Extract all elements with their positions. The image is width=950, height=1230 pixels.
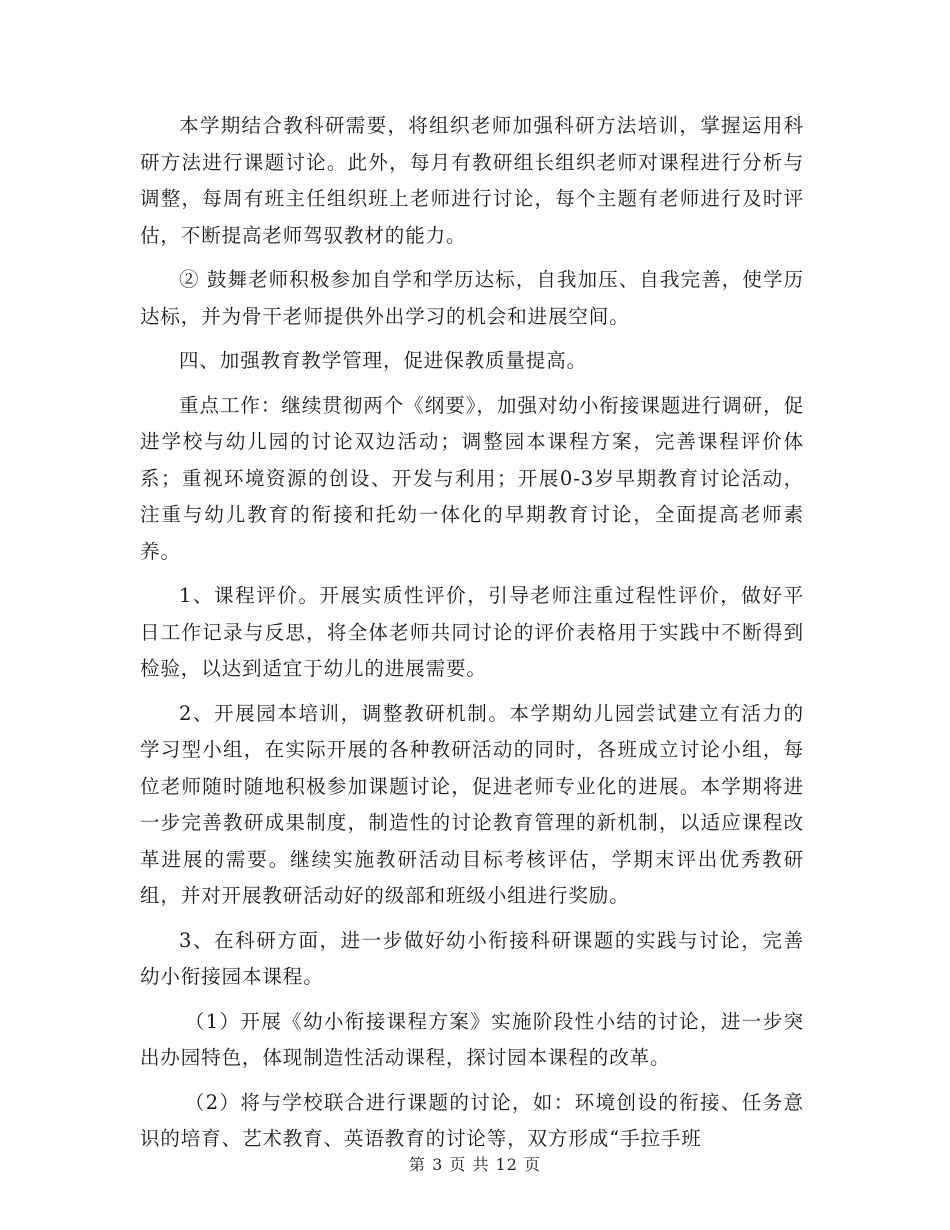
paragraph-school-training: 2、开展园本培训，调整教研机制。本学期幼儿园尝试建立有活力的学习型小组，在实际开展的各种教研活动的同时，各班成立讨论小组，每位老师随时随地积极参加课题讨论，促进老师专业化的进展。本学期将进一步完善教研成果制度，制造性的讨论教育管理的新机制，以适应课程改革进展的需要。继续实施教研活动目标考核评估，学期末评出优秀教研组，并对开展教研活动好的级部和班级小组进行奖励。 — [140, 701, 804, 907]
section-heading-four: 四、加强教育教学管理，促进保教质量提高。 — [179, 349, 588, 372]
page-footer — [0, 1152, 950, 1175]
paragraph-sub-item-1: （1）开展《幼小衔接课程方案》实施阶段性小结的讨论，进一步突出办园特色，体现制造性活动课程，探讨园本课程的改革。 — [140, 1009, 804, 1069]
paragraph-research-training: 本学期结合教科研需要，将组织老师加强科研方法培训，掌握运用科研方法进行课题讨论。此外，每月有教研组长组织老师对课程进行分析与调整，每周有班主任组织班上老师进行讨论，每个主题有老师进行及时评估，不断提高老师驾驭教材的能力。 — [140, 114, 804, 247]
paragraph-key-work: 重点工作：继续贯彻两个《纲要》，加强对幼小衔接课题进行调研，促进学校与幼儿园的讨论双边活动；调整园本课程方案，完善课程评价体系；重视环境资源的创设、开发与利用；开展0-3岁早期教育讨论活动，注重与幼儿教育的衔接和托幼一体化的早期教育讨论，全面提高老师素养。 — [140, 393, 804, 563]
paragraph-encourage-teachers: ② 鼓舞老师积极参加自学和学历达标，自我加压、自我完善，使学历达标，并为骨干老师提供外出学习的机会和进展空间。 — [140, 268, 804, 328]
document-body — [140, 108, 804, 1166]
paragraph-research-aspect: 3、在科研方面，进一步做好幼小衔接科研课题的实践与讨论，完善幼小衔接园本课程。 — [140, 928, 804, 988]
paragraph-sub-item-2: （2）将与学校联合进行课题的讨论，如：环境创设的衔接、任务意识的培育、艺术教育、英语教育的讨论等，双方形成“手拉手班 — [140, 1090, 804, 1150]
paragraph-curriculum-evaluation: 1、课程评价。开展实质性评价，引导老师注重过程性评价，做好平日工作记录与反思，将全体老师共同讨论的评价表格用于实践中不断得到检验，以达到适宜于幼儿的进展需要。 — [140, 584, 804, 680]
page-number-label: 第 3 页 共 12 页 — [409, 1155, 541, 1174]
